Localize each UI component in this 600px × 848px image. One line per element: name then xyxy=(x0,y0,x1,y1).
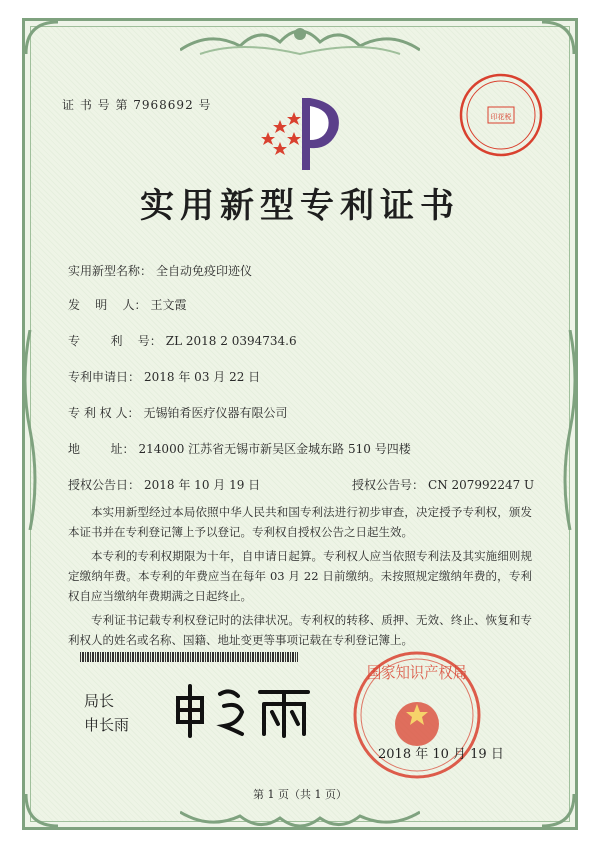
field-patent-no-value: ZL 2018 2 0394734.6 xyxy=(165,334,297,348)
field-address-label: 地 址： xyxy=(68,442,135,456)
page-number: 第 1 页（共 1 页） xyxy=(253,788,347,801)
director-title: 局长 xyxy=(84,692,115,710)
top-ornament xyxy=(180,20,420,66)
seal-inner-text: 印花税 xyxy=(490,113,512,121)
certificate-number: 证 书 号 第 7968692 号 xyxy=(62,98,212,112)
field-patent-no xyxy=(68,332,297,349)
director-name: 申长雨 xyxy=(84,716,130,734)
field-address xyxy=(68,440,411,457)
field-apply-date-value: 2018 年 03 月 22 日 xyxy=(144,370,261,384)
seal-ring-text: 国家知识产权局 xyxy=(367,663,467,682)
right-ornament xyxy=(560,330,580,530)
field-grant-date xyxy=(68,476,260,493)
field-grant-no-label: 授权公告号： xyxy=(352,478,425,492)
page-title: 实用新型专利证书 xyxy=(140,186,460,226)
field-inventor xyxy=(68,296,187,313)
field-grant-no-value: CN 207992247 U xyxy=(428,478,535,492)
field-name xyxy=(68,262,252,279)
body-text xyxy=(68,502,532,650)
field-patentee-value: 无锡铂肴医疗仪器有限公司 xyxy=(143,406,288,420)
bottom-ornament xyxy=(180,804,420,834)
field-name-label: 实用新型名称： xyxy=(68,264,153,278)
patent-office-logo xyxy=(258,92,348,172)
field-inventor-label: 发 明 人： xyxy=(68,298,147,312)
field-grant-no xyxy=(352,476,534,493)
field-patent-no-label: 专 利 号： xyxy=(68,334,162,348)
paragraph-3: 专利证书记载专利权登记时的法律状况。专利权的转移、质押、无效、终止、恢复和专利权人的姓名或名称、国籍、地址变更等事项记载在专利登记簿上。 xyxy=(68,613,532,647)
corner-ornament-tr xyxy=(538,18,578,58)
field-address-value: 214000 江苏省无锡市新吴区金城东路 510 号四楼 xyxy=(138,442,411,456)
field-apply-date-label: 专利申请日： xyxy=(68,370,141,384)
field-name-value: 全自动免疫印迹仪 xyxy=(156,264,253,278)
field-inventor-value: 王文霞 xyxy=(150,298,187,312)
field-apply-date xyxy=(68,368,260,385)
barcode xyxy=(80,652,298,662)
field-grant-date-value: 2018 年 10 月 19 日 xyxy=(144,478,261,492)
corner-ornament-tl xyxy=(22,18,62,58)
paragraph-2: 本专利的专利权期限为十年，自申请日起算。专利权人应当依照专利法及其实施细则规定缴纳年费。本专利的年费应当在每年 03 月 22 日前缴纳。未按照规定缴纳年费的，专利权自应当缴纳年费期满之日起终止。 xyxy=(68,549,532,603)
stamp-date: 2018 年 10 月 19 日 xyxy=(378,747,504,762)
left-ornament xyxy=(20,330,40,530)
director-signature xyxy=(168,680,318,740)
paragraph-1: 本实用新型经过本局依照中华人民共和国专利法进行初步审查，决定授予专利权，颁发本证书并在专利登记簿上予以登记。专利权自授权公告之日起生效。 xyxy=(68,505,532,539)
field-grant-date-label: 授权公告日： xyxy=(68,478,141,492)
field-patentee xyxy=(68,404,287,421)
agency-seal-top-right xyxy=(458,72,544,158)
field-patentee-label: 专 利 权 人： xyxy=(68,406,140,420)
